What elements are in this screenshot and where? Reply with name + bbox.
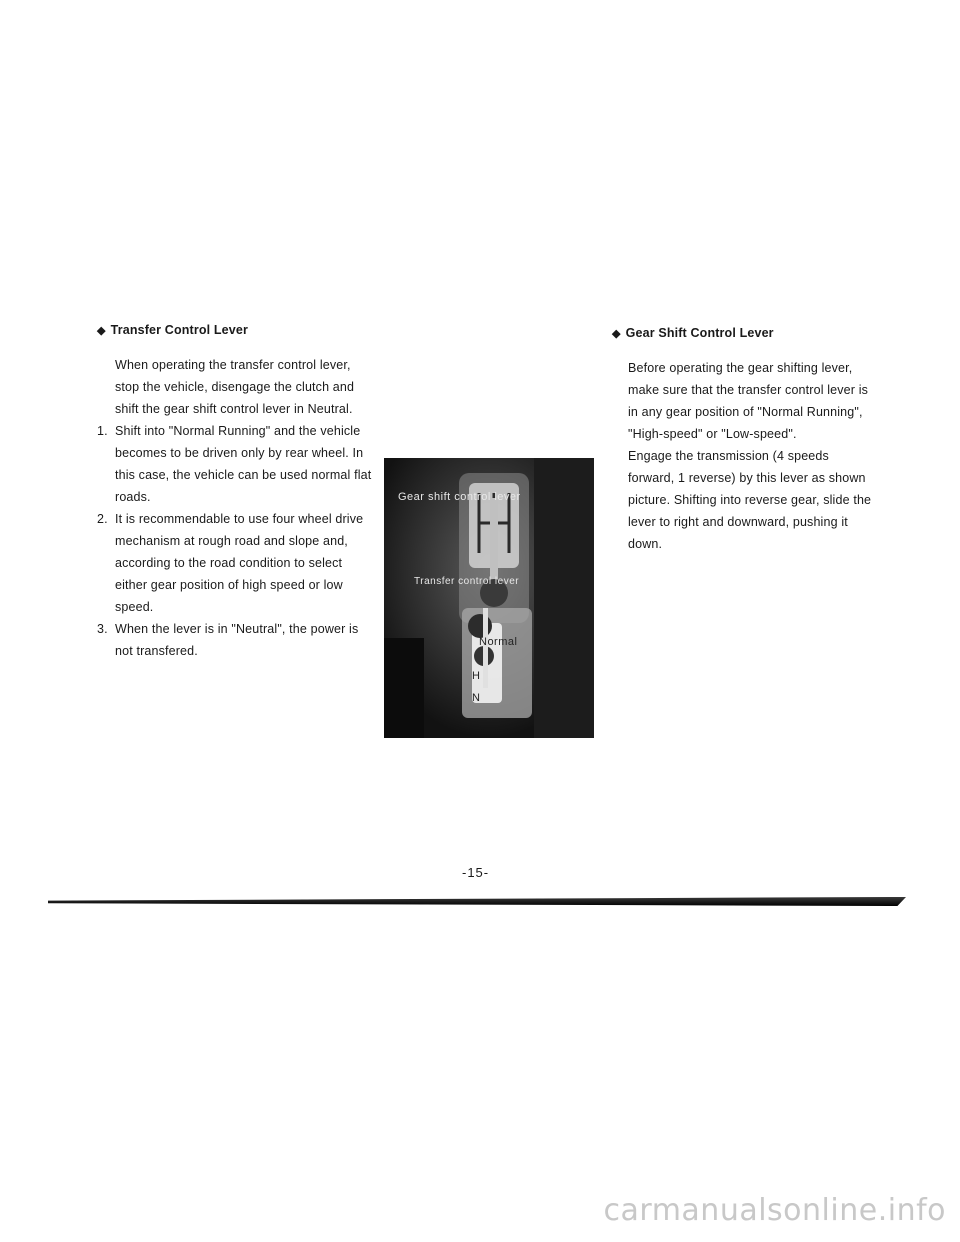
normal-position-label: Normal	[479, 636, 518, 648]
list-item	[97, 420, 373, 508]
list-item	[97, 508, 373, 618]
list-item-number: 1.	[97, 424, 108, 438]
gear-shift-paragraph-1: Before operating the gear shifting lever, make sure that the transfer control lever is in any gear position of "Normal Running", "High-speed" or "Low-speed".	[628, 361, 869, 441]
list-item-text: It is recommendable to use four wheel drive mechanism at rough road and slope and, according to the road condition to select either gear position of high speed or low speed.	[115, 512, 364, 614]
transfer-control-title: Transfer Control Lever	[110, 323, 248, 337]
shift-levers-photo	[384, 458, 594, 738]
neutral-position-label: N	[472, 692, 481, 704]
list-item	[97, 618, 373, 662]
high-position-label: H	[472, 670, 481, 682]
list-item-number: 2.	[97, 512, 108, 526]
transfer-lever-label: Transfer control lever	[414, 576, 520, 587]
list-item-text: When the lever is in "Neutral", the power is not transfered.	[115, 622, 359, 658]
transfer-control-heading	[97, 319, 373, 342]
list-item-number: 3.	[97, 622, 108, 636]
gear-shift-title: Gear Shift Control Lever	[625, 326, 774, 340]
watermark: carmanualsonline.info	[603, 1193, 946, 1228]
gear-shift-heading	[612, 322, 872, 345]
bottom-divider	[48, 897, 906, 906]
page-number: -15-	[462, 865, 490, 880]
transfer-intro-paragraph: When operating the transfer control lever, stop the vehicle, disengage the clutch and shift the gear shift control lever in Neutral.	[115, 358, 355, 416]
diamond-bullet-icon: ◆	[612, 328, 621, 340]
gear-shift-paragraph-2: Engage the transmission (4 speeds forward, 1 reverse) by this lever as shown picture. Shifting into reverse gear, slide the lever to right and downward, pushing it down.	[628, 449, 872, 551]
diamond-bullet-icon: ◆	[97, 325, 106, 337]
gear-shift-lever-label: Gear shift control lever	[398, 491, 521, 503]
gear-shift-section	[612, 322, 872, 555]
transfer-control-section	[97, 319, 373, 662]
list-item-text: Shift into "Normal Running" and the vehicle becomes to be driven only by rear wheel. In this case, the vehicle can be used normal flat roads.	[115, 424, 372, 504]
